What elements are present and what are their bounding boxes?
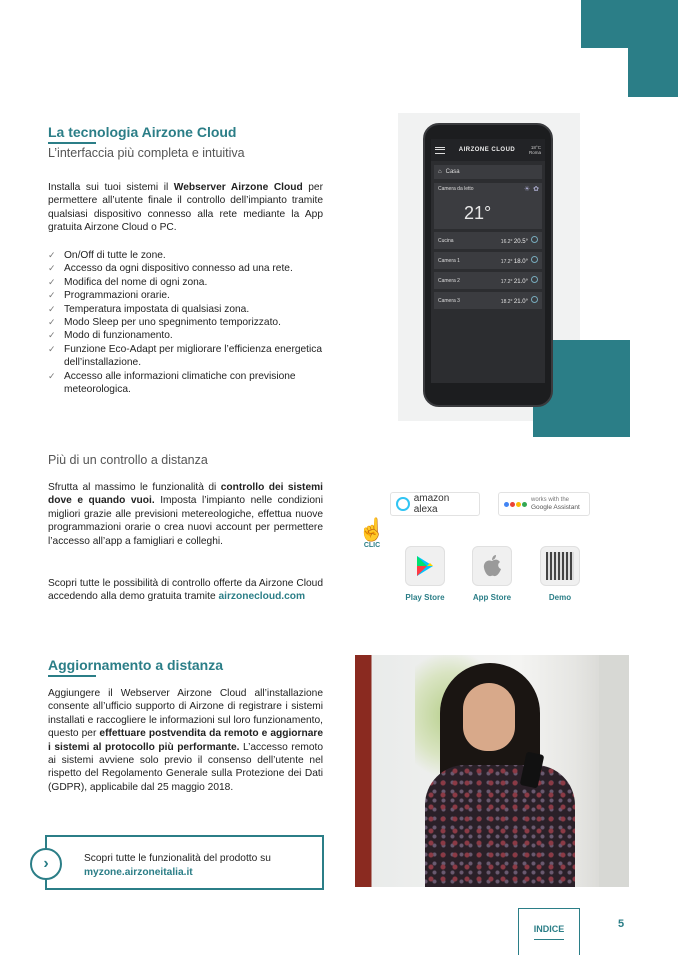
leaf-icon: ✿ — [533, 186, 539, 193]
main-zone-card: Camera da letto ☀ ✿ 21° — [434, 183, 542, 229]
app-header — [431, 139, 545, 161]
play-store-label: Play Store — [405, 593, 445, 602]
update-paragraph: Aggiungere il Webserver Airzone Cloud all’installazione consente all’ufficio supporto di Airzone di registrare i sistemi installati e raccogliere le informazioni sul loro funzionamento, questo per effettuare postvendita da remoto e aggiornare i sistemi al protocollo più performante. L’accesso remoto ai sistemi avviene solo previo il consenso dell’utente nel rispetto del Regolamento Generale sulla Protezione dei Dati (GDPR), applicabile dal 25 maggio 2018. — [48, 688, 324, 793]
zone-row: Camera 3 18.2° 21.0° — [434, 292, 542, 309]
power-icon — [531, 296, 538, 303]
app-store-label: App Store — [472, 593, 512, 602]
power-icon — [531, 276, 538, 283]
weather-readout: 18°C Roma — [528, 145, 541, 155]
home-icon: ⌂ — [438, 169, 442, 175]
demo-paragraph: Scopri tutte le possibilità di controllo offerte da Airzone Cloud accedendo alla demo gratuita tramite airzonecloud.com — [48, 578, 323, 603]
phone-mockup — [423, 123, 553, 407]
clic-indicator: ☝ CLIC — [358, 517, 386, 549]
list-item: ✓ Temperatura impostata di qualsiasi zona. — [48, 303, 323, 316]
callout-text: Scopri tutte le funzionalità del prodotto su myzone.airzoneitalia.it — [84, 853, 271, 878]
app-screen — [431, 139, 545, 383]
zone-row: Cucina 16.2° 20.5° — [434, 232, 542, 249]
mode-icons — [524, 185, 539, 193]
zone-row: Camera 2 17.2° 21.0° — [434, 272, 542, 289]
list-item: ✓ Modo Sleep per uno spegnimento temporizzato. — [48, 316, 323, 329]
intro-paragraph: Installa sui tuoi sistemi il Webserver Airzone Cloud per permettere all’utente finale il controllo dell’impianto tramite qualsiasi dispositivo connesso alla rete mediante la App gratuita Airzone Cloud o PC. — [48, 182, 323, 234]
home-row: ⌂ Casa — [434, 165, 542, 179]
qr-code-icon — [546, 552, 574, 580]
index-button[interactable]: INDICE — [518, 908, 580, 955]
google-assistant-badge[interactable]: works with the Google Assistant — [498, 492, 590, 516]
app-logo: AIRZONE CLOUD — [458, 147, 516, 153]
feature-list — [48, 249, 323, 396]
play-store-button[interactable] — [405, 546, 445, 586]
list-item: ✓ Accesso da ogni dispositivo connesso ad una rete. — [48, 262, 323, 275]
remote-control-paragraph: Sfrutta al massimo le funzionalità di controllo dei sistemi dove e quando vuoi. Imposta l’impianto nelle condizioni migliori grazie alle previsioni metereologiche, effettua nuove programmazioni orarie o crea nuovi account per permettere l’accesso all’app a famigliari e colleghi. — [48, 482, 323, 547]
woman-with-phone-photo — [355, 655, 629, 887]
section-subtitle-interface: L’interfaccia più completa e intuitiva — [48, 146, 245, 160]
play-store-icon — [413, 554, 437, 578]
list-item: ✓ Modifica del nome di ogni zona. — [48, 276, 323, 289]
section-subtitle-remote: Più di un controllo a distanza — [48, 453, 208, 467]
list-item: ✓ Modo di funzionamento. — [48, 329, 323, 342]
menu-icon — [435, 147, 445, 154]
list-item: ✓ Funzione Eco-Adapt per migliorare l’efficienza energetica dell’installazione. — [48, 343, 323, 370]
section-title-cloud: La tecnologia Airzone Cloud — [48, 124, 237, 140]
myzone-link[interactable]: myzone.airzoneitalia.it — [84, 867, 193, 878]
apple-icon — [481, 554, 503, 578]
google-assistant-icon — [504, 502, 527, 507]
chevron-right-icon[interactable]: › — [30, 848, 62, 880]
demo-qr-button[interactable] — [540, 546, 580, 586]
amazon-alexa-badge[interactable]: amazon alexa — [390, 492, 480, 516]
main-zone-temp: 21° — [464, 203, 492, 223]
corner-decoration-tall — [628, 0, 678, 97]
app-store-button[interactable] — [472, 546, 512, 586]
title-underline — [48, 675, 96, 677]
sun-icon: ☀ — [523, 186, 531, 193]
page-number: 5 — [618, 918, 625, 930]
title-underline — [48, 142, 96, 144]
zone-row: Camera 1 17.2° 18.0° — [434, 252, 542, 269]
airzonecloud-link[interactable]: airzonecloud.com — [218, 591, 306, 603]
tap-hand-icon: ☝ — [358, 517, 386, 542]
list-item: ✓ On/Off di tutte le zone. — [48, 249, 323, 262]
power-icon — [531, 236, 538, 243]
list-item: ✓ Programmazioni orarie. — [48, 289, 323, 302]
power-icon — [531, 256, 538, 263]
list-item: ✓ Accesso alle informazioni climatiche con previsione meteorologica. — [48, 370, 323, 397]
section-title-update: Aggiornamento a distanza — [48, 657, 224, 673]
demo-label: Demo — [548, 593, 572, 602]
alexa-icon — [396, 497, 410, 511]
